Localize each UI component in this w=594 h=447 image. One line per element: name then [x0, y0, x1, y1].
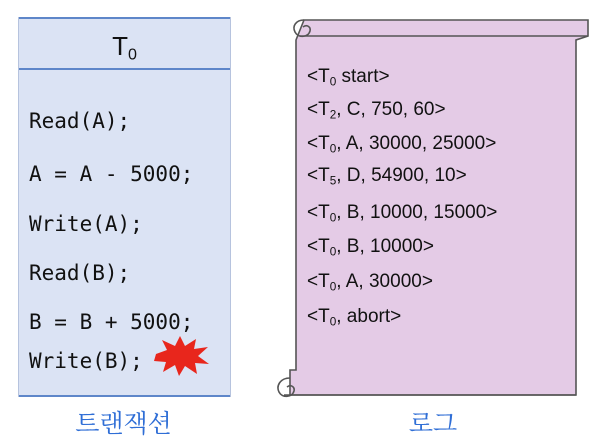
- transaction-caption: 트랜잭션: [75, 410, 172, 438]
- log-caption: 로그: [408, 410, 458, 438]
- log-record: $<T_0$, B, 10000, 15000>: [307, 202, 498, 225]
- log-record: $<T_0$, B, 10000>: [307, 236, 434, 259]
- step-read-b: Read(B);: [29, 261, 131, 285]
- log-record: $<T_0$, A, 30000, 25000>: [307, 133, 497, 156]
- step-read-a: Read(A);: [29, 109, 131, 133]
- step-write-a: Write(A);: [29, 212, 143, 236]
- step-write-b: Write(B);: [29, 349, 143, 373]
- log-record: $<T_0$ start>: [307, 66, 390, 89]
- step-update-a: A = A - 5000;: [29, 162, 194, 186]
- log-record: $<T_0$, abort>: [307, 306, 402, 329]
- log-record: $<T_0$, A, 30000>: [307, 271, 433, 294]
- log-record: $<T_5$, D, 54900, 10>: [307, 165, 467, 188]
- log-record: $<T_2$, C, 750, 60>: [307, 99, 446, 122]
- transaction-title: $T_0$: [112, 31, 137, 64]
- step-update-b: B = B + 5000;: [29, 310, 194, 334]
